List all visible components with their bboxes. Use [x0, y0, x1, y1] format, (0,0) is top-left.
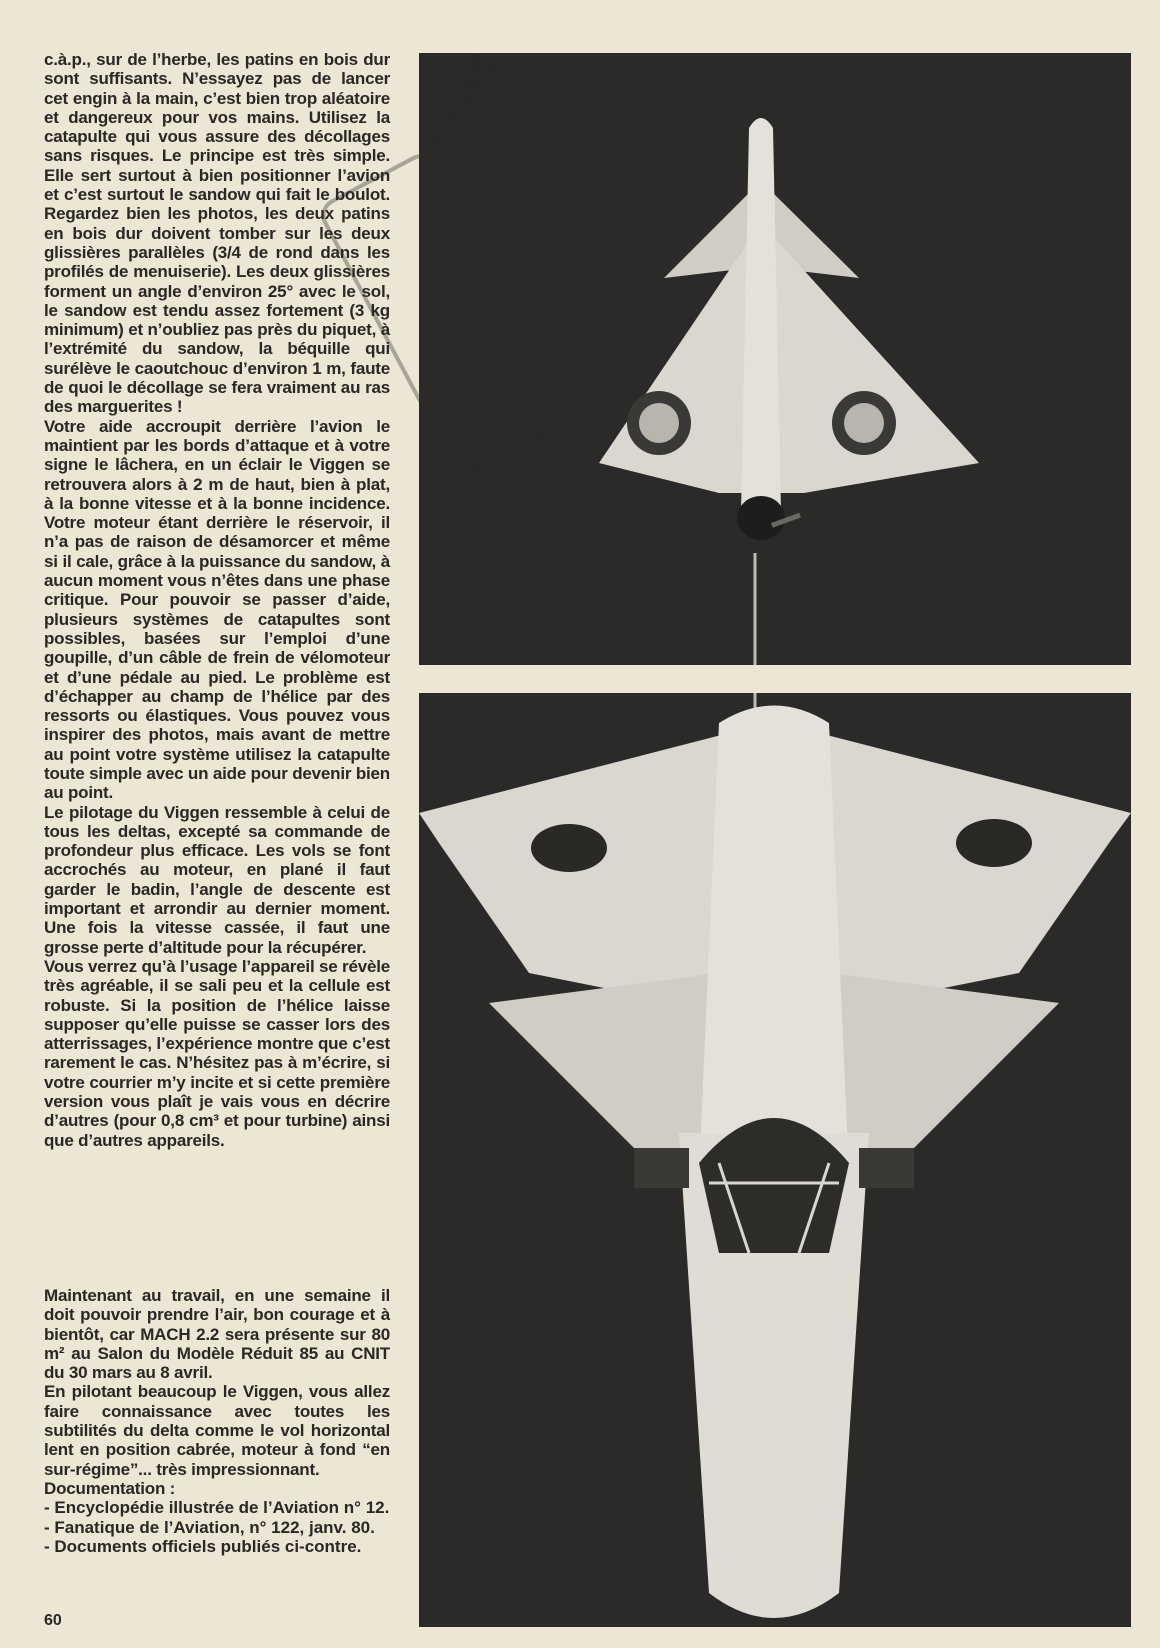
documentation-item: - Documents officiels publiés ci-contre. [44, 1536, 362, 1556]
article-column [44, 50, 390, 1150]
watermark-text: .COM [410, 47, 510, 174]
viggen-front-view-illustration [419, 693, 1131, 1627]
closing-paragraph-1: Maintenant au travail, en une semaine il doit pouvoir prendre l’air, bon courage et à bientôt, car MACH 2.2 sera présente sur 80 m² au Salon du Modèle Réduit 85 au CNIT du 30 mars au 8 avril. [44, 1286, 390, 1383]
article-paragraph-3: Le pilotage du Viggen ressemble à celui de tous les deltas, excepté sa commande de profondeur plus efficace. Les vols se font accrochés au moteur, en plané il faut garder le badin, l’angle de descente est important et arrondir au dernier moment. Une fois la vitesse cassée, il faut une grosse perte d’altitude pour la récupérer. [44, 802, 390, 957]
article-paragraph-1: c.à.p., sur de l’herbe, les patins en bois dur sont suffisants. N’essayez pas de lancer cet engin à la main, c’est bien trop aléatoire et dangereux pour vos mains. Utilisez la catapulte qui vous assure des décollages sans risques. Le principe est très simple. Elle sert surtout à bien positionner l’avion et c’est surtout le sandow qui fait le boulot. Regardez bien les photos, les deux patins en bois dur doivent tomber sur les deux glissières parallèles (3/4 de rond dans les profilés de menuiserie). Les deux glissières forment un angle d’environ 25° avec le sol, le sandow est tendu assez fortement (3 kg minimum) et n’oubliez pas près du piquet, à l’extrémité du sandow, la béquille qui surélève le caoutchouc d’environ 1 m, faute de quoi le décollage se fera vraiment au ras des marguerites ! [44, 50, 390, 417]
photo-viggen-front-view [419, 693, 1131, 1627]
documentation-item: - Fanatique de l’Aviation, n° 122, janv. 80. [44, 1517, 375, 1537]
photo-viggen-top-view [419, 53, 1131, 665]
viggen-top-view-illustration [419, 53, 1131, 665]
documentation-title: Documentation : [44, 1478, 176, 1498]
roundel-left [531, 824, 607, 872]
roundel-right [956, 819, 1032, 867]
closing-paragraph-2: En pilotant beaucoup le Viggen, vous allez faire connaissance avec toutes les subtilités du delta comme le vol horizontal lent en position cabrée, moteur à fond “en sur-régime”... très impressionnant. [44, 1382, 390, 1479]
documentation-list [44, 1498, 390, 1556]
article-paragraph-2: Votre aide accroupit derrière l’avion le maintient par les bords d’attaque et à votre signe le lâchera, en un éclair le Viggen se retrouvera alors à 2 m de haut, bien à plat, à la bonne vitesse et à la bonne incidence. Votre moteur étant derrière le réservoir, il n’a pas de raison de désamorcer et même si il cale, grâce à la puissance du sandow, à aucun moment vous n’êtes dans une phase critique. Pour pouvoir se passer d’aide, plusieurs systèmes de catapultes sont possibles, basées sur l’emploi d’une goupille, d’un câble de frein de vélomoteur et d’une pédale au pied. Le problème est d’échapper au champ de l’hélice par des ressorts ou élastiques. Vous pouvez vous inspirer des photos, mais avant de mettre au point votre système utilisez la catapulte toute simple avec un aide pour devenir bien au point. [44, 416, 390, 803]
documentation-item: - Encyclopédie illustrée de l’Aviation n° 12. [44, 1498, 390, 1518]
closing-block [44, 1286, 390, 1556]
article-paragraph-4: Vous verrez qu’à l’usage l’appareil se révèle très agréable, il se sali peu et la cellule est robuste. Si la position de l’hélice laisse supposer qu’elle puisse se casser lors des atterrissages, l’expérience montre que c’est rarement le cas. N’hésitez pas à m’écrire, si votre courrier m’y incite et si cette première version vous plaît je vais vous en décrire d’autres (pour 0,8 cm³ et pour turbine) ainsi que d’autres appareils. [44, 956, 390, 1150]
page-number: 60 [44, 1612, 62, 1629]
